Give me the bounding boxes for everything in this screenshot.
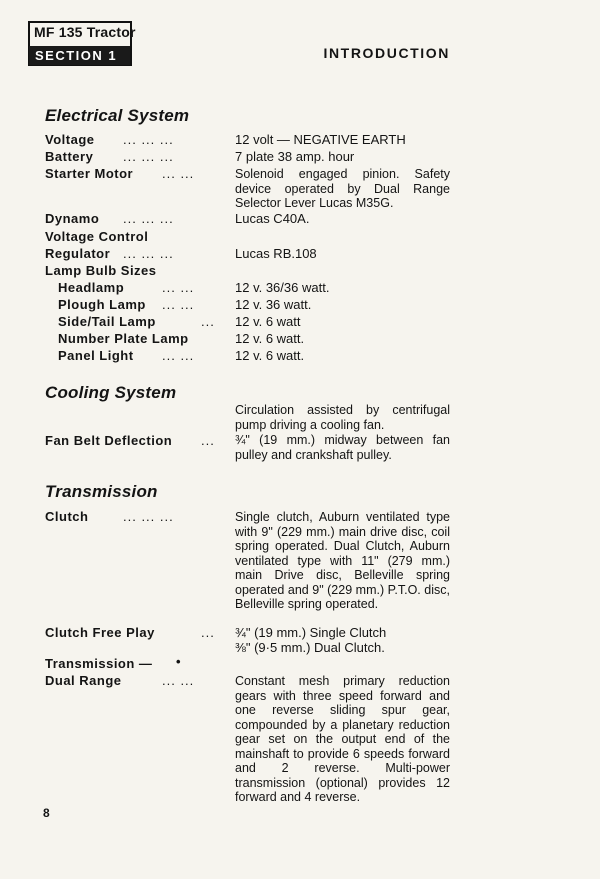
headlamp-dots: ... ...: [162, 280, 195, 295]
dual-range-dots: ... ...: [162, 673, 195, 688]
cooling-heading: Cooling System: [45, 383, 177, 402]
clutch-free-play-dots: ...: [201, 625, 215, 640]
side-tail-lamp-dots: ...: [201, 314, 215, 329]
regulator-dots: ... ... ...: [123, 246, 174, 261]
lamp-bulb-sizes-label: Lamp Bulb Sizes: [45, 263, 157, 278]
plough-lamp-label: Plough Lamp: [58, 297, 146, 312]
regulator-value: Lucas RB.108: [235, 246, 317, 261]
voltage-label: Voltage: [45, 132, 95, 147]
number-plate-lamp-value: 12 v. 6 watt.: [235, 331, 305, 346]
battery-label: Battery: [45, 149, 94, 164]
clutch-free-play-label: Clutch Free Play: [45, 625, 155, 640]
fan-belt-dots: ...: [201, 433, 215, 448]
page-number: 8: [43, 806, 50, 820]
panel-light-value: 12 v. 6 watt.: [235, 348, 305, 363]
regulator-label: Regulator: [45, 246, 111, 261]
headlamp-value: 12 v. 36/36 watt.: [235, 280, 330, 295]
clutch-value: Single clutch, Auburn ventilated type with 9" (229 mm.) main drive disc, coil spring operated. Dual Clutch, Auburn ventilated type with 11" (279 mm.) main Drive disc, Belleville spring operated and 9" (229 mm.) P.T.O. disc, Belleville spring operated.: [235, 510, 450, 611]
starter-motor-label: Starter Motor: [45, 166, 134, 181]
voltage-value: 12 volt — NEGATIVE EARTH: [235, 132, 406, 147]
side-tail-lamp-value: 12 v. 6 watt: [235, 314, 301, 329]
dual-range-label: Dual Range: [45, 673, 122, 688]
fan-belt-label: Fan Belt Deflection: [45, 433, 173, 448]
starter-motor-dots: ... ...: [162, 166, 195, 181]
number-plate-lamp-label: Number Plate Lamp: [58, 331, 189, 346]
free-play-single: ¾" (19 mm.) Single Clutch: [235, 625, 387, 640]
panel-light-dots: ... ...: [162, 348, 195, 363]
fan-belt-value: ¾" (19 mm.) midway between fan pulley and crankshaft pulley.: [235, 433, 450, 462]
starter-motor-value: Solenoid engaged pinion. Safety device operated by Dual Range Selector Lever Lucas M35G.: [235, 167, 450, 210]
transmission-heading: Transmission: [45, 482, 158, 501]
plough-lamp-dots: ... ...: [162, 297, 195, 312]
model-title: MF 135 Tractor: [34, 24, 136, 40]
stray-mark: •: [176, 654, 181, 669]
dynamo-value: Lucas C40A.: [235, 211, 310, 226]
free-play-dual: ⅜" (9·5 mm.) Dual Clutch.: [235, 640, 385, 655]
clutch-dots: ... ... ...: [123, 509, 174, 524]
clutch-label: Clutch: [45, 509, 89, 524]
headlamp-label: Headlamp: [58, 280, 125, 295]
voltage-dots: ... ... ...: [123, 132, 174, 147]
electrical-heading: Electrical System: [45, 106, 190, 125]
side-tail-lamp-label: Side/Tail Lamp: [58, 314, 156, 329]
dynamo-label: Dynamo: [45, 211, 100, 226]
page-title: INTRODUCTION: [323, 45, 450, 61]
panel-light-label: Panel Light: [58, 348, 134, 363]
circulation-value: Circulation assisted by centrifugal pump driving a cooling fan.: [235, 403, 450, 432]
dual-range-value: Constant mesh primary reduction gears with three speed forward and one reverse sliding spur gear, compounded by a planetary reduction gear set on the output end of the mainshaft to provide 6 speeds forward and 2 reverse. Multi-power transmission (optional) provides 12 forward and 4 reverse.: [235, 674, 450, 804]
transmission-label: Transmission —: [45, 656, 153, 671]
battery-value: 7 plate 38 amp. hour: [235, 149, 355, 164]
dynamo-dots: ... ... ...: [123, 211, 174, 226]
battery-dots: ... ... ...: [123, 149, 174, 164]
plough-lamp-value: 12 v. 36 watt.: [235, 297, 312, 312]
section-label: SECTION 1: [29, 46, 130, 65]
voltage-control-label: Voltage Control: [45, 229, 149, 244]
